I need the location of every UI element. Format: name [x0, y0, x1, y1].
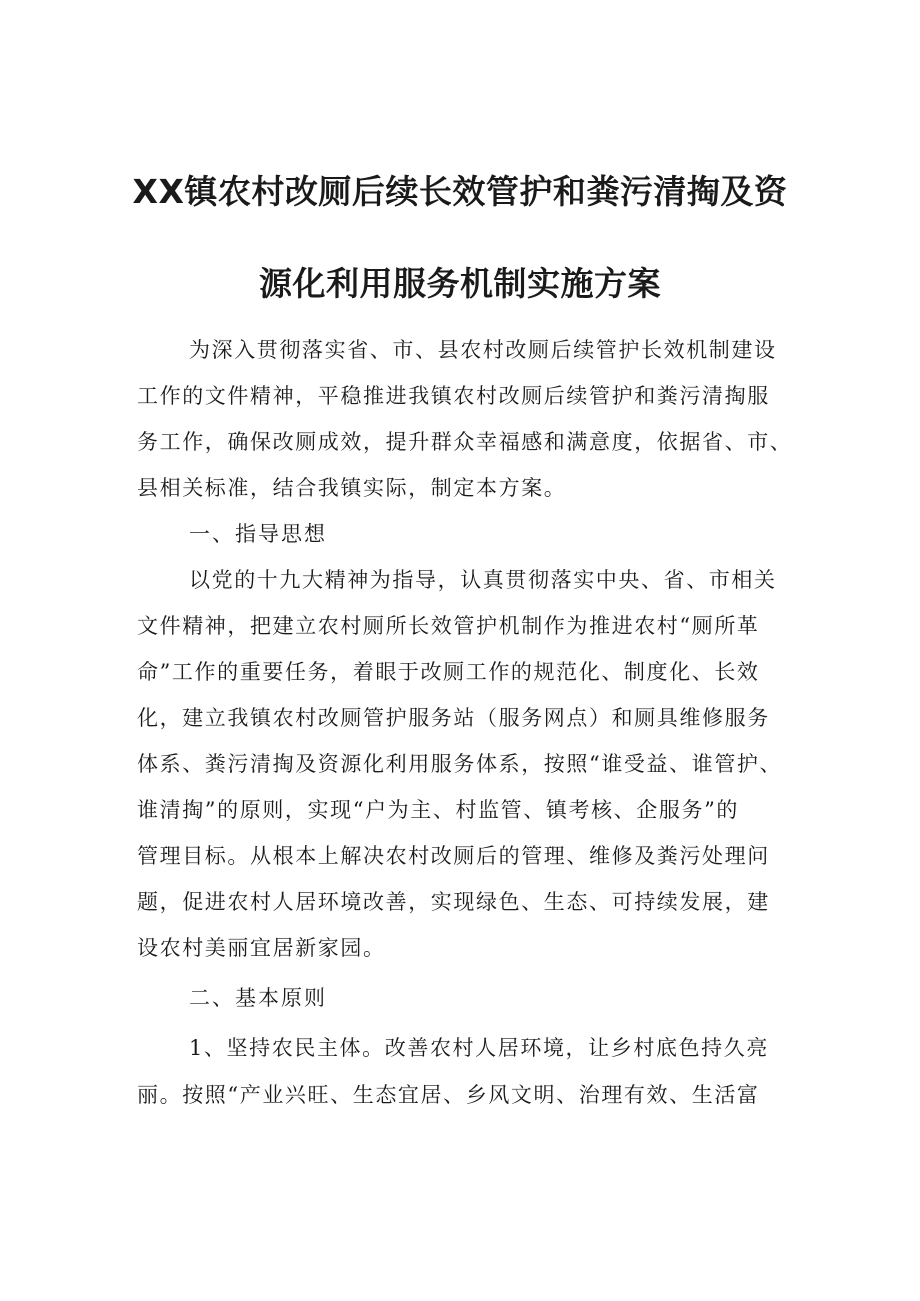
paragraph-line: 务工作，确保改厕成效，提升群众幸福感和满意度，依据省、市、 [137, 430, 793, 454]
paragraph-line: 化，建立我镇农村改厕管护服务站（服务网点）和厕具维修服务 [137, 706, 770, 730]
document-title-line-1: XX镇农村改厕后续长效管护和粪污清掏及资 [132, 172, 788, 211]
paragraph-line: 为深入贯彻落实省、市、县农村改厕后续管护长效机制建设 [189, 338, 777, 362]
paragraph-line: 1、坚持农民主体。改善农村人居环境，让乡村底色持久亮 [189, 1036, 769, 1060]
paragraph-line: 管理目标。从根本上解决农村改厕后的管理、维修及粪污处理问 [137, 844, 770, 868]
paragraph-line: 设农村美丽宜居新家园。 [137, 936, 386, 960]
paragraph-line: 县相关标准，结合我镇实际，制定本方案。 [137, 476, 567, 500]
section-heading-basic-principles: 二、基本原则 [189, 986, 327, 1010]
section-heading-guiding-ideology: 一、指导思想 [189, 522, 327, 546]
document-title-line-2: 源化利用服务机制实施方案 [259, 264, 661, 303]
paragraph-line: 题，促进农村人居环境改善，实现绿色、生态、可持续发展，建 [137, 890, 770, 914]
paragraph-line: 体系、粪污清掏及资源化利用服务体系，按照“谁受益、谁管护、 [137, 752, 783, 776]
paragraph-line: 工作的文件精神，平稳推进我镇农村改厕后续管护和粪污清掏服 [137, 384, 770, 408]
paragraph-line: 以党的十九大精神为指导，认真贯彻落实中央、省、市相关 [189, 568, 777, 592]
paragraph-line: 丽。按照“产业兴旺、生态宜居、乡风文明、治理有效、生活富 [137, 1083, 760, 1107]
paragraph-line: 谁清掏”的原则，实现“户为主、村监管、镇考核、企服务”的 [137, 798, 740, 822]
paragraph-line: 文件精神，把建立农村厕所长效管护机制作为推进农村“厕所革 [137, 614, 760, 638]
paragraph-line: 命”工作的重要任务，着眼于改厕工作的规范化、制度化、长效 [137, 660, 760, 684]
